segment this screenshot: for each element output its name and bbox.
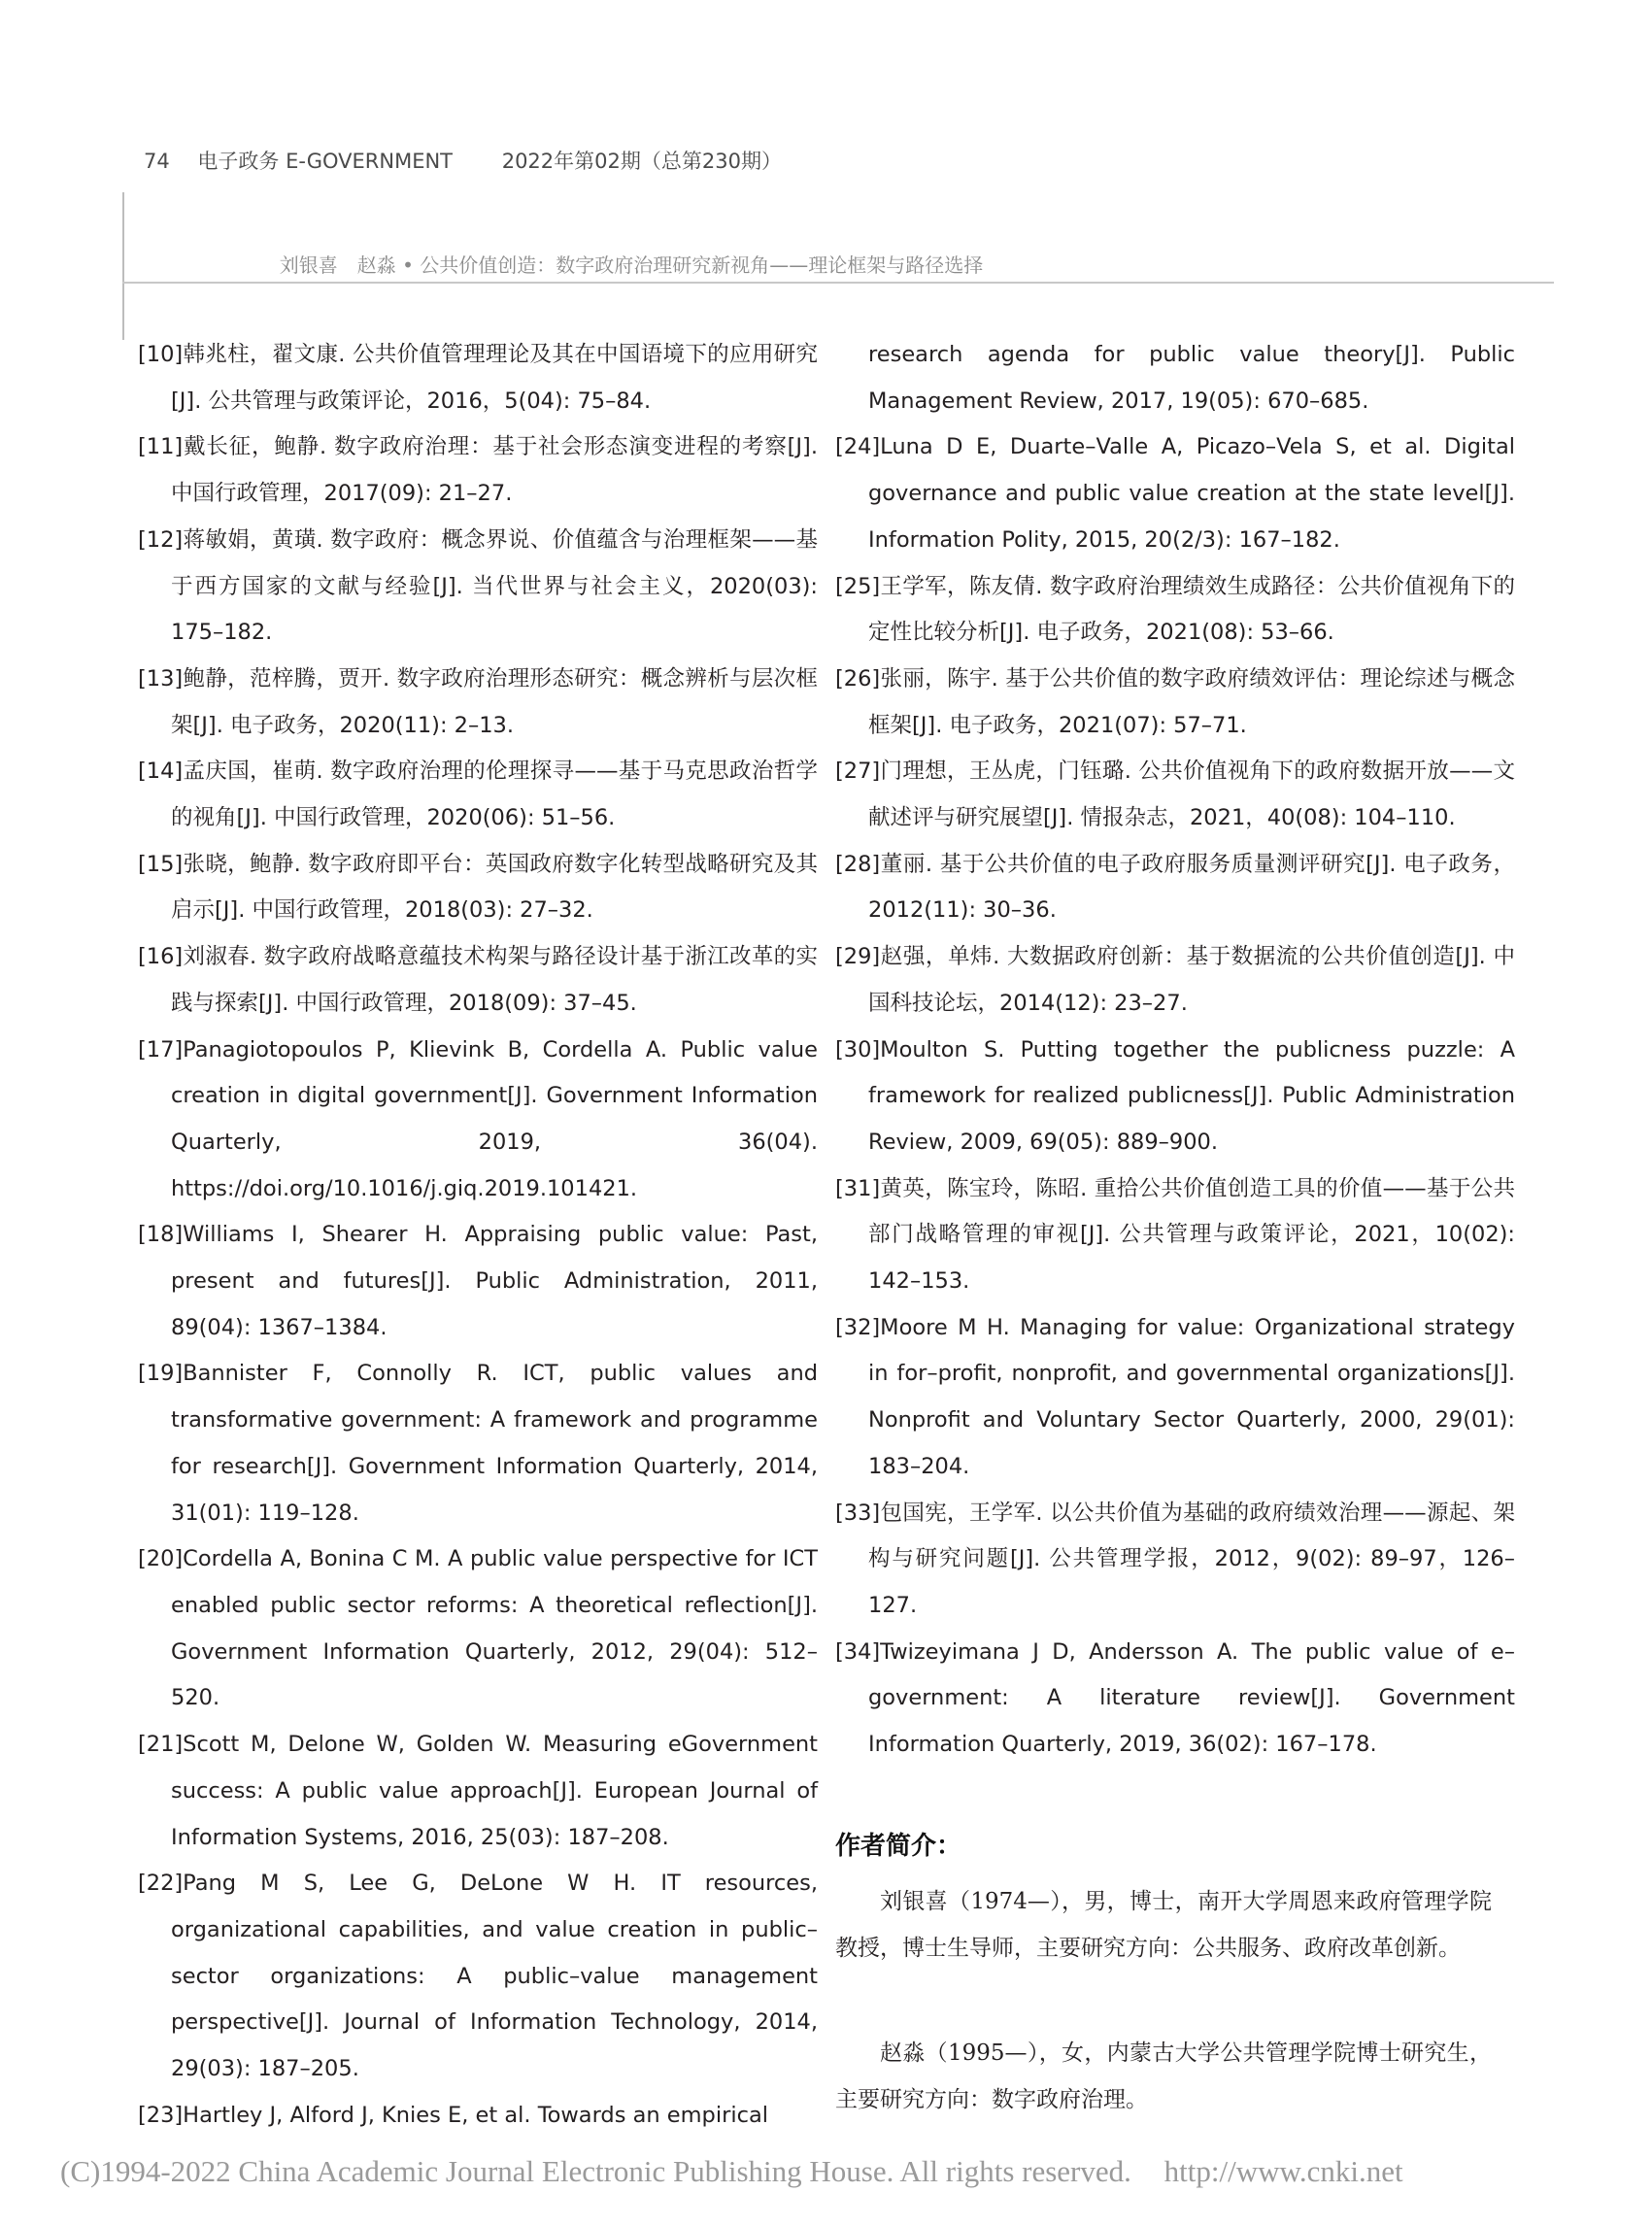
reference-item: [31]黄英，陈宝玲，陈昭. 重拾公共价值创造工具的价值——基于公共部门战略管理的审视[J]. 公共管理与政策评论，2021，10(02): 142–153. <box>835 1175 1515 1295</box>
author-bio-2: 赵淼（1995—），女，内蒙古大学公共管理学院博士研究生，主要研究方向：数字政府治理。 <box>835 2040 1492 2112</box>
reference-item: [11]戴长征，鲍静. 数字政府治理：基于社会形态演变进程的考察[J]. 中国行政管理，2017(09): 21–27. <box>138 434 818 507</box>
reference-item: [13]鲍静，范梓腾，贾开. 数字政府治理形态研究：概念辨析与层次框架[J]. 电子政务，2020(11): 2–13. <box>138 665 818 738</box>
reference-item: [14]孟庆国，崔萌. 数字政府治理的伦理探寻——基于马克思政治哲学的视角[J]. 中国行政管理，2020(06): 51–56. <box>138 759 818 831</box>
running-head <box>144 146 782 175</box>
reference-item: [16]刘淑春. 数字政府战略意蕴技术构架与路径设计基于浙江改革的实践与探索[J]. 中国行政管理，2018(09): 37–45. <box>138 944 818 1016</box>
reference-item: research agenda for public value theory[J]. Public Management Review, 2017, 19(05): 670–685. <box>868 342 1515 414</box>
reference-item: [19]Bannister F, Connolly R. ICT, public values and transformative government: A framework and programme for research[J]. Government Information Quarterly, 2014, 31(01): 119–128. <box>138 1361 818 1526</box>
issue-info: 2022年第02期（总第230期） <box>501 150 782 173</box>
reference-item: [12]蒋敏娟，黄璜. 数字政府：概念界说、价值蕴含与治理框架——基于西方国家的文献与经验[J]. 当代世界与社会主义，2020(03): 175–182. <box>138 526 818 646</box>
reference-item: [29]赵强，单炜. 大数据政府创新：基于数据流的公共价值创造[J]. 中国科技论坛，2014(12): 23–27. <box>835 944 1515 1016</box>
reference-item: [18]Williams I, Shearer H. Appraising public value: Past, present and futures[J]. Public Administration, 2011, 89(04): 1367–1384. <box>138 1222 818 1340</box>
reference-item: [20]Cordella A, Bonina C M. A public value perspective for ICT enabled public sector reforms: A theoretical reflection[J]. Government Information Quarterly, 2012, 29(04): 512–520. <box>138 1546 818 1711</box>
vertical-rule <box>122 192 124 340</box>
reference-item: [24]Luna D E, Duarte–Valle A, Picazo–Vela S, et al. Digital governance and public value creation at the state level[J]. Information Polity, 2015, 20(2/3): 167–182. <box>835 434 1515 553</box>
reference-item: [10]韩兆柱，翟文康. 公共价值管理理论及其在中国语境下的应用研究[J]. 公共管理与政策评论，2016，5(04): 75–84. <box>138 342 818 414</box>
copyright-footer <box>60 2154 1614 2189</box>
reference-item: [26]张丽，陈宇. 基于公共价值的数字政府绩效评估：理论综述与概念框架[J]. 电子政务，2021(07): 57–71. <box>835 665 1515 738</box>
header-divider <box>122 282 1554 284</box>
reference-item: [32]Moore M H. Managing for value: Organizational strategy in for–profit, nonprofit, and governmental organizations[J]. Nonprofit and Voluntary Sector Quarterly, 2000, 29(01): 183–204. <box>835 1314 1515 1479</box>
reference-item: [33]包国宪，王学军. 以公共价值为基础的政府绩效治理——源起、架构与研究问题[J]. 公共管理学报，2012，9(02): 89–97，126–127. <box>835 1500 1515 1618</box>
author-section-heading: 作者简介： <box>835 1832 962 1861</box>
article-running-title: 刘银喜 赵淼 • 公共价值创造：数字政府治理研究新视角——理论框架与路径选择 <box>279 253 984 277</box>
reference-item: [30]Moulton S. Putting together the publicness puzzle: A framework for realized publicness[J]. Public Administration Review, 2009, 69(05): 889–900. <box>835 1036 1515 1155</box>
reference-item: [22]Pang M S, Lee G, DeLone W H. IT resources, organizational capabilities, and value creation in public–sector organizations: A public–value management perspective[J]. Journal of Information Technology, 2014, 29(03): 187–205. <box>138 1871 818 2082</box>
reference-item: [15]张晓，鲍静. 数字政府即平台：英国政府数字化转型战略研究及其启示[J]. 中国行政管理，2018(03): 27–32. <box>138 851 818 924</box>
reference-item: [27]门理想，王丛虎，门钰璐. 公共价值视角下的政府数据开放——文献述评与研究展望[J]. 情报杂志，2021，40(08): 104–110. <box>835 759 1515 831</box>
cnki-url: http://www.cnki.net <box>1163 2154 1403 2188</box>
author-bio-1: 刘银喜（1974—），男，博士，南开大学周恩来政府管理学院教授，博士生导师，主要研究方向：公共服务、政府改革创新。 <box>835 1889 1492 1961</box>
reference-item: [21]Scott M, Delone W, Golden W. Measuring eGovernment success: A public value approach[J]. European Journal of Information Systems, 2016, 25(03): 187–208. <box>138 1732 818 1850</box>
references-left-column <box>138 332 818 2139</box>
reference-item: [23]Hartley J, Alford J, Knies E, et al. Towards an empirical <box>138 2102 768 2128</box>
references-right-column <box>835 332 1515 1769</box>
reference-item: [25]王学军，陈友倩. 数字政府治理绩效生成路径：公共价值视角下的定性比较分析[J]. 电子政务，2021(08): 53–66. <box>835 573 1515 646</box>
reference-item: [34]Twizeyimana J D, Andersson A. The public value of e–government: A literature review[J]. Government Information Quarterly, 2019, 36(02): 167–178. <box>835 1638 1515 1758</box>
reference-item: [17]Panagiotopoulos P, Klievink B, Cordella A. Public value creation in digital government[J]. Government Information Quarterly, 2019, 36(04). https://doi.org/10.1016/j.giq.2019.101421. <box>138 1036 818 1201</box>
page-number: 74 <box>144 150 170 173</box>
reference-item: [28]董丽. 基于公共价值的电子政府服务质量测评研究[J]. 电子政务，2012(11): 30–36. <box>835 851 1515 924</box>
journal-name: 电子政务 E-GOVERNMENT <box>197 150 454 173</box>
copyright-text: (C)1994-2022 China Academic Journal Electronic Publishing House. All rights reserved. <box>60 2154 1131 2188</box>
